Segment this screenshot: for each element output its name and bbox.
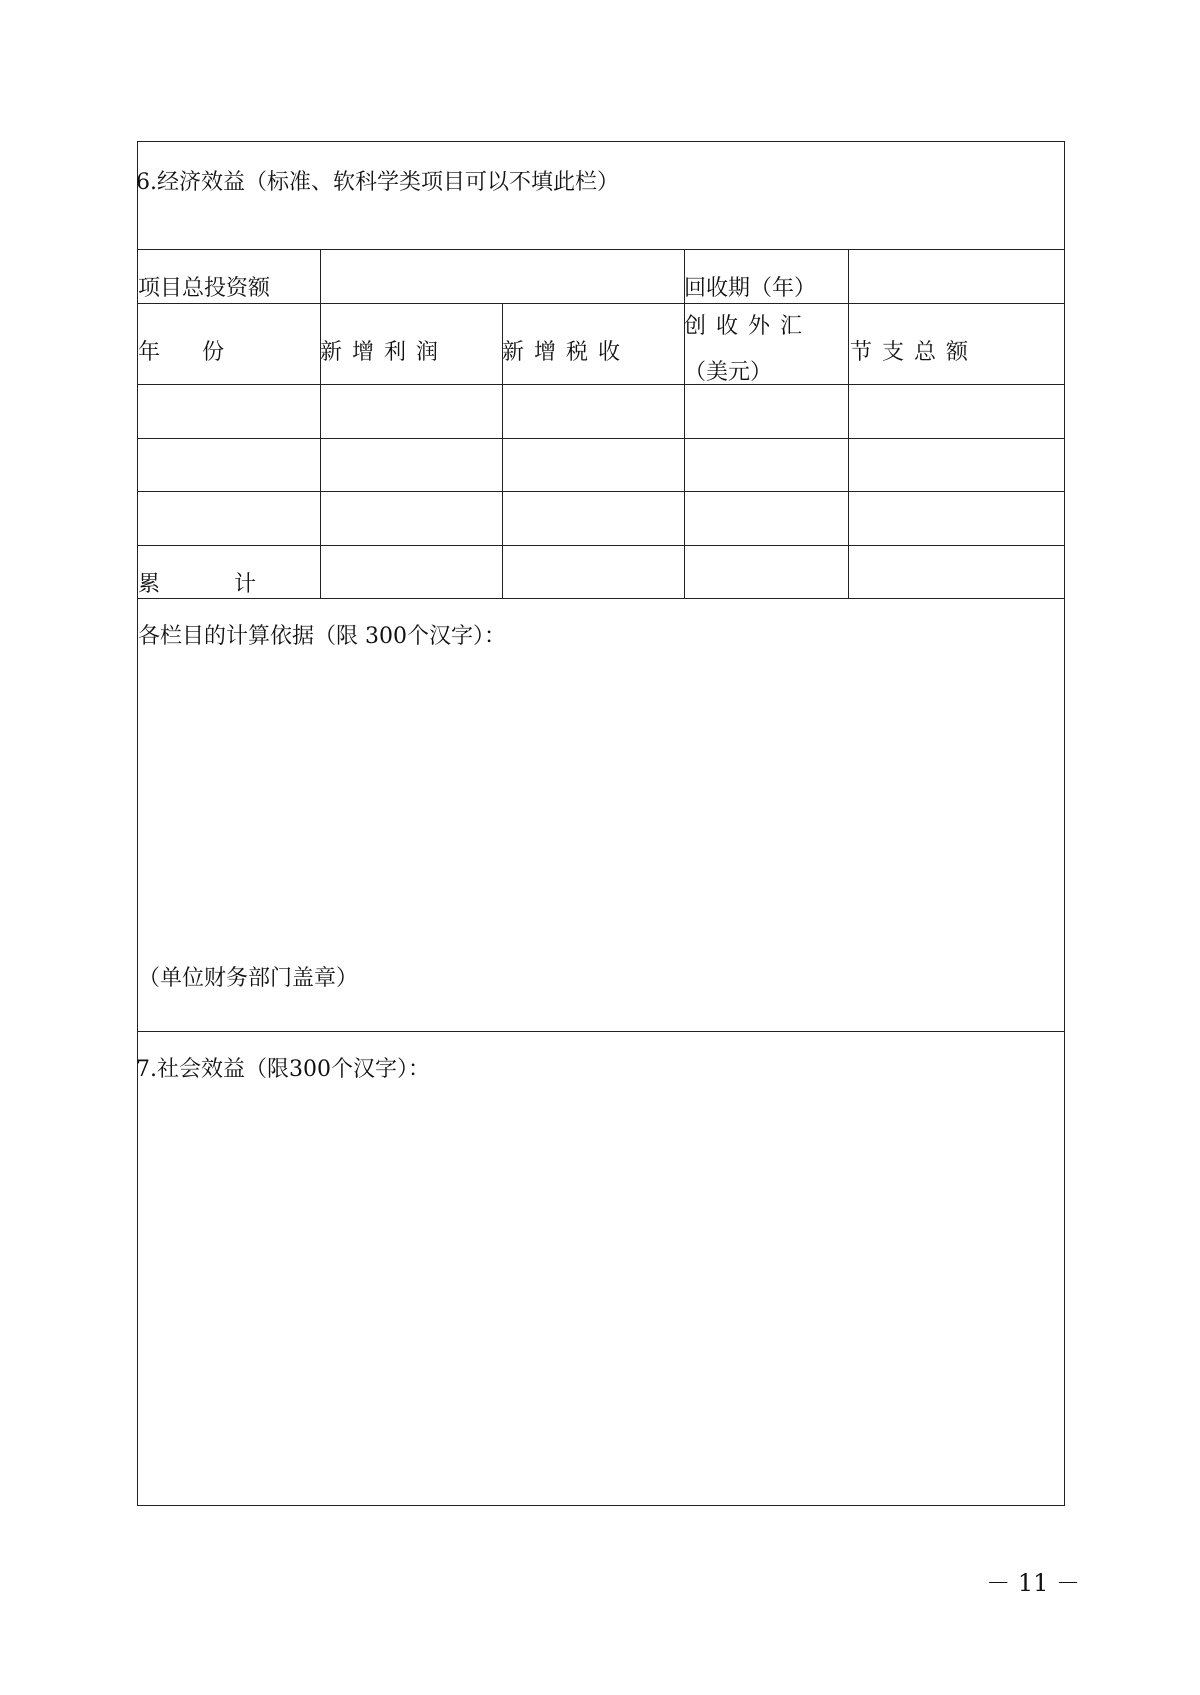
table-row[interactable] — [138, 384, 1064, 438]
stamp-label: （单位财务部门盖章） — [138, 966, 359, 991]
col-header-forex: 创收外汇 — [684, 314, 813, 339]
grid-line — [320, 249, 321, 598]
investment-value-field[interactable] — [320, 249, 684, 303]
section7-heading: 7.社会效益（限300个汉字）： — [136, 1057, 430, 1082]
basis-label: 各栏目的计算依据（限 300个汉字）： — [138, 624, 506, 649]
table-row[interactable] — [138, 438, 1064, 491]
payback-label: 回收期（年） — [684, 276, 817, 301]
col-header-forex-unit: （美元） — [684, 360, 773, 385]
section6-heading: 6.经济效益（标准、软科学类项目可以不填此栏） — [136, 170, 619, 195]
investment-label: 项目总投资额 — [138, 276, 271, 301]
col-header-profit: 新增利润 — [320, 340, 449, 365]
grid-line — [502, 303, 503, 598]
divider — [138, 545, 1064, 546]
social-benefit-text-area[interactable] — [138, 1092, 1064, 1502]
divider — [138, 598, 1064, 599]
payback-value-field[interactable] — [848, 249, 1066, 303]
col-header-year: 年 份 — [138, 340, 235, 365]
grid-line — [684, 249, 685, 598]
divider — [138, 303, 1064, 304]
col-header-tax: 新增税收 — [502, 340, 631, 365]
divider — [138, 1031, 1064, 1032]
benefit-form — [137, 141, 1065, 1506]
table-row[interactable] — [138, 491, 1064, 545]
basis-text-area[interactable] — [138, 657, 1064, 957]
total-label: 累 计 — [138, 572, 267, 597]
page-number: － 11 － — [986, 1569, 1080, 1597]
grid-line — [848, 249, 849, 598]
col-header-savings: 节支总额 — [850, 340, 979, 365]
